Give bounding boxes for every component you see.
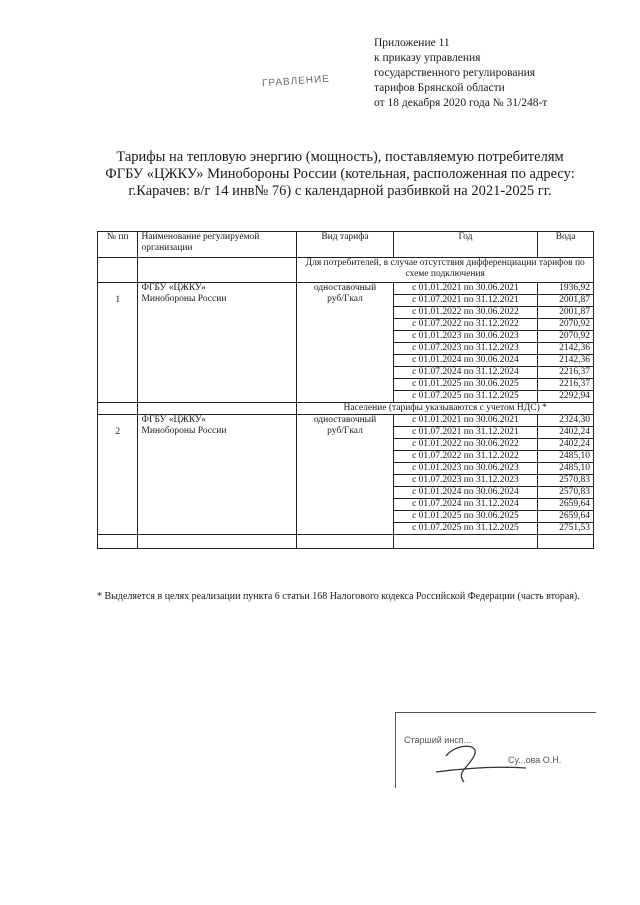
value-cell: 2142,36	[538, 355, 594, 367]
org-name-line: ФГБУ «ЦЖКУ»	[141, 415, 206, 425]
value-cell: 2570,83	[538, 475, 594, 487]
value-cell: 2485,10	[538, 463, 594, 475]
empty-cell	[98, 535, 138, 549]
section-caption-row	[98, 258, 594, 283]
signature-stamp	[395, 712, 596, 788]
document-title	[100, 149, 580, 200]
value-cell: 2070,92	[538, 331, 594, 343]
value-cell: 2142,36	[538, 343, 594, 355]
header-num: № пп	[98, 232, 138, 258]
row-number: 1	[98, 283, 138, 403]
appendix-line: к приказу управления	[374, 52, 481, 64]
value-cell: 2485,10	[538, 451, 594, 463]
period-cell: с 01.07.2025 по 31.12.2025	[393, 391, 538, 403]
period-cell: с 01.01.2024 по 30.06.2024	[393, 487, 538, 499]
value-cell: 2402,24	[538, 439, 594, 451]
appendix-line: Приложение 11	[374, 37, 450, 49]
appendix-block	[374, 36, 624, 111]
tariff-type	[297, 283, 393, 403]
tariff-block-2	[98, 415, 594, 535]
period-cell: с 01.07.2024 по 31.12.2024	[393, 367, 538, 379]
value-cell: 2216,37	[538, 367, 594, 379]
faint-stamp: ГРАВЛЕНИЕ	[261, 73, 331, 90]
appendix-line: от 18 декабря 2020 года № 31/248-т	[374, 97, 548, 109]
value-cell: 2751,53	[538, 523, 594, 535]
org-name	[138, 415, 297, 535]
section2-caption: Население (тарифы указываются с учетом НДС) *	[297, 403, 594, 415]
value-cell: 2324,30	[538, 415, 594, 427]
period-cell: с 01.01.2025 по 30.06.2025	[393, 379, 538, 391]
value-cell: 2659,64	[538, 511, 594, 523]
signature-name: Су...ова О.Н.	[508, 755, 562, 765]
appendix-line: государственного регулирования	[374, 67, 536, 79]
value-cell: 1936,92	[538, 283, 594, 295]
tariff-unit: руб/Гкал	[327, 294, 363, 304]
period-cell: с 01.01.2024 по 30.06.2024	[393, 355, 538, 367]
table-row	[98, 283, 594, 295]
period-cell: с 01.01.2025 по 30.06.2025	[393, 511, 538, 523]
period-cell: с 01.01.2023 по 30.06.2023	[393, 331, 538, 343]
period-cell: с 01.07.2022 по 31.12.2022	[393, 451, 538, 463]
value-cell: 2570,83	[538, 487, 594, 499]
table-header-row	[98, 232, 594, 258]
period-cell: с 01.01.2021 по 30.06.2021	[393, 415, 538, 427]
section-caption-row	[98, 403, 594, 415]
table-empty-row	[98, 535, 594, 549]
org-name	[138, 283, 297, 403]
org-name-line: Минобороны России	[141, 426, 227, 436]
value-cell: 2070,92	[538, 319, 594, 331]
header-value: Вода	[538, 232, 594, 258]
value-cell: 2001,87	[538, 307, 594, 319]
title-line: Тарифы на тепловую энергию (мощность), поставляемую потребителям	[116, 149, 564, 165]
period-cell: с 01.07.2024 по 31.12.2024	[393, 499, 538, 511]
tariff-type-line: одноставочный	[313, 283, 377, 293]
tariff-block-1	[98, 283, 594, 403]
period-cell: с 01.07.2023 по 31.12.2023	[393, 343, 538, 355]
header-org: Наименование регулируемой организации	[138, 232, 297, 258]
empty-cell	[98, 258, 138, 283]
period-cell: с 01.07.2022 по 31.12.2022	[393, 319, 538, 331]
header-period: Год	[393, 232, 538, 258]
period-cell: с 01.07.2023 по 31.12.2023	[393, 475, 538, 487]
tariff-unit: руб/Гкал	[327, 426, 363, 436]
period-cell: с 01.01.2021 по 30.06.2021	[393, 283, 538, 295]
period-cell: с 01.07.2021 по 31.12.2021	[393, 427, 538, 439]
value-cell: 2402,24	[538, 427, 594, 439]
period-cell: с 01.01.2023 по 30.06.2023	[393, 463, 538, 475]
value-cell: 2292,94	[538, 391, 594, 403]
signature-position: Старший инсп...	[404, 735, 472, 745]
value-cell: 2216,37	[538, 379, 594, 391]
value-cell: 2659,64	[538, 499, 594, 511]
empty-cell	[297, 535, 393, 549]
empty-cell	[393, 535, 538, 549]
tariff-table	[97, 231, 594, 549]
section1-caption: Для потребителей, в случае отсутствия дифференциации тарифов по схеме подключения	[297, 258, 594, 283]
value-cell: 2001,87	[538, 295, 594, 307]
footnote: * Выделяется в целях реализации пункта 6 статьи 168 Налогового кодекса Российской Федерации (часть вторая).	[97, 591, 580, 602]
period-cell: с 01.07.2021 по 31.12.2021	[393, 295, 538, 307]
empty-cell	[98, 403, 138, 415]
title-line: ФГБУ «ЦЖКУ» Минобороны России (котельная, расположенная по адресу:	[105, 166, 575, 182]
period-cell: с 01.07.2025 по 31.12.2025	[393, 523, 538, 535]
tariff-type	[297, 415, 393, 535]
header-type: Вид тарифа	[297, 232, 393, 258]
title-line: г.Карачев: в/г 14 инв№ 76) с календарной разбивкой на 2021-2025 гг.	[128, 183, 552, 199]
appendix-line: тарифов Брянской области	[374, 82, 505, 94]
empty-cell	[138, 403, 297, 415]
row-number: 2	[98, 415, 138, 535]
org-name-line: Минобороны России	[141, 294, 227, 304]
period-cell: с 01.01.2022 по 30.06.2022	[393, 307, 538, 319]
org-name-line: ФГБУ «ЦЖКУ»	[141, 283, 206, 293]
empty-cell	[138, 535, 297, 549]
tariff-type-line: одноставочный	[313, 415, 377, 425]
empty-cell	[138, 258, 297, 283]
empty-cell	[538, 535, 594, 549]
period-cell: с 01.01.2022 по 30.06.2022	[393, 439, 538, 451]
table-row	[98, 415, 594, 427]
